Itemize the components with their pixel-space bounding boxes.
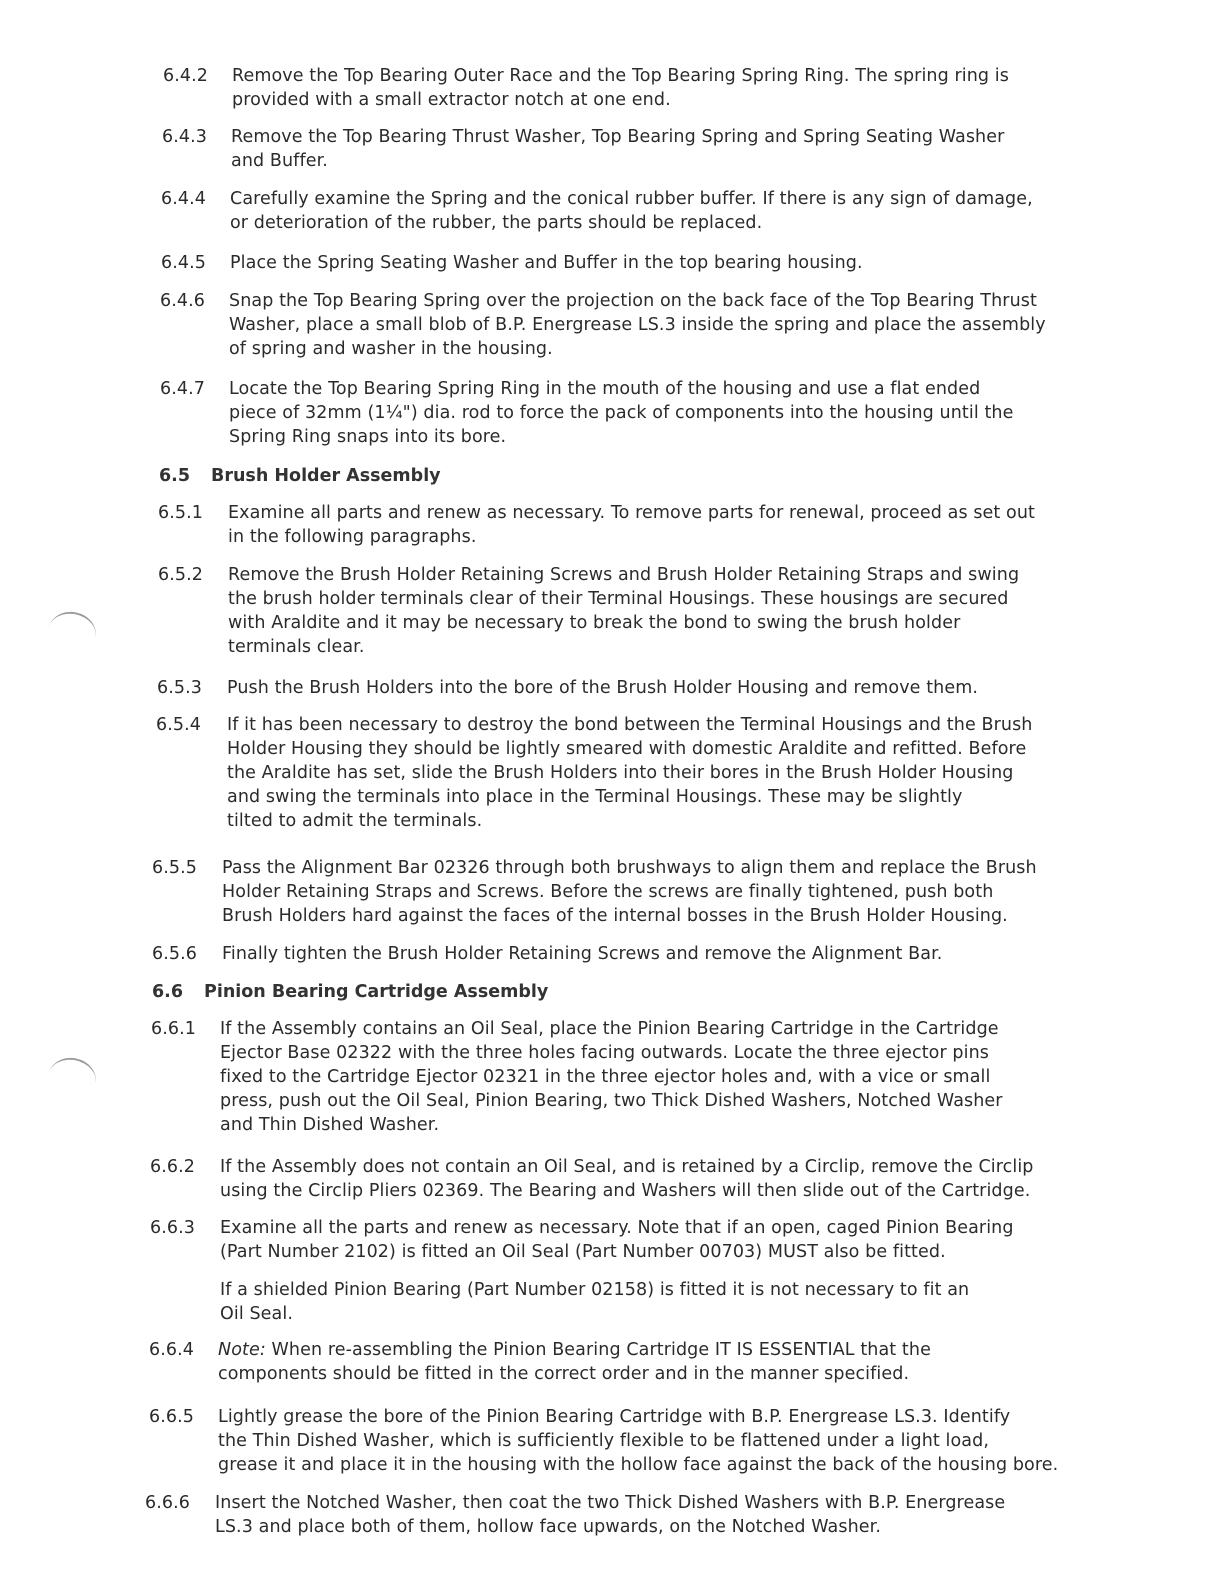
paragraph-number: 6.4.6 [160,291,206,311]
paragraph-text: Remove the Top Bearing Outer Race and the Top Bearing Spring Ring. The spring ring is provided with a small extractor notch at one end. [232,66,1009,110]
note-label: Note: [218,1340,266,1360]
paragraph-text: Carefully examine the Spring and the conical rubber buffer. If there is any sign of damage, or deterioration of the rubber, the parts should be replaced. [230,189,1033,233]
note-text: When re-assembling the Pinion Bearing Cartridge IT IS ESSENTIAL that the components should be fitted in the correct order and in the manner specified. [218,1340,931,1384]
paragraph-number: 6.5.2 [158,565,204,585]
paragraph-text: Finally tighten the Brush Holder Retaining Screws and remove the Alignment Bar. [222,944,943,964]
paragraph-text: If the Assembly contains an Oil Seal, place the Pinion Bearing Cartridge in the Cartridge Ejector Base 02322 with the three holes facing outwards. Locate the three ejector pins fixed to the Cartridge Ejector 02321 in the three ejector holes and, with a vice or small press, push out the Oil Seal, Pinion Bearing, two Thick Dished Washers, Notched Washer and Thin Dished Washer. [220,1019,1003,1135]
heading-title: Pinion Bearing Cartridge Assembly [204,982,549,1002]
section-heading-brush-holder [159,464,441,488]
paragraph-text: Pass the Alignment Bar 02326 through both brushways to align them and replace the Brush Holder Retaining Straps and Screws. Before the screws are finally tightened, push both Brush Holders hard against the faces of the internal bosses in the Brush Holder Housing. [222,858,1037,926]
paragraph-number: 6.5.6 [152,944,198,964]
punch-hole-mark [44,1053,100,1104]
paragraph-text: Lightly grease the bore of the Pinion Bearing Cartridge with B.P. Energrease LS.3. Identify the Thin Dished Washer, which is sufficiently flexible to be flattened under a light load, grease it and place it in the housing with the hollow face against the back of the housing bore. [218,1407,1059,1475]
paragraph-text: Locate the Top Bearing Spring Ring in the mouth of the housing and use a flat ended piece of 32mm (1¼") dia. rod to force the pack of components into the housing until the Spring Ring snaps into its bore. [229,379,1014,447]
paragraph-text: Remove the Top Bearing Thrust Washer, Top Bearing Spring and Spring Seating Washer and Buffer. [231,127,1005,171]
paragraph-number: 6.6.4 [149,1340,195,1360]
heading-title: Brush Holder Assembly [211,466,441,486]
paragraph-text: Insert the Notched Washer, then coat the two Thick Dished Washers with B.P. Energrease LS.3 and place both of them, hollow face upwards, on the Notched Washer. [215,1493,1006,1537]
paragraph-text: Examine all parts and renew as necessary. To remove parts for renewal, proceed as set out in the following paragraphs. [228,503,1036,547]
paragraph-text: Snap the Top Bearing Spring over the projection on the back face of the Top Bearing Thrust Washer, place a small blob of B.P. Energrease LS.3 inside the spring and place the assembly of spring and washer in the housing. [229,291,1046,359]
paragraph-text: If the Assembly does not contain an Oil Seal, and is retained by a Circlip, remove the Circlip using the Circlip Pliers 02369. The Bearing and Washers will then slide out of the Cartridge. [220,1157,1034,1201]
punch-hole-mark [44,607,100,658]
paragraph-number: 6.6.1 [151,1019,197,1039]
paragraph-number: 6.5.5 [152,858,198,878]
paragraph-number: 6.5.1 [158,503,204,523]
heading-number: 6.5 [159,466,191,486]
paragraph-number: 6.4.5 [161,253,207,273]
paragraph-text: If it has been necessary to destroy the bond between the Terminal Housings and the Brush Holder Housing they should be lightly smeared with domestic Araldite and refitted. Before the Araldite has set, slide the Brush Holders into their bores in the Brush Holder Housing and swing the terminals into place in the Terminal Housings. These may be slightly tilted to admit the terminals. [227,715,1033,831]
paragraph-number: 6.5.3 [157,678,203,698]
paragraph-number: 6.4.7 [160,379,206,399]
paragraph-number: 6.5.4 [156,715,202,735]
paragraph-text: Push the Brush Holders into the bore of the Brush Holder Housing and remove them. [227,678,979,698]
paragraph-text: Examine all the parts and renew as necessary. Note that if an open, caged Pinion Bearing (Part Number 2102) is fitted an Oil Seal (Part Number 00703) MUST also be fitted. [220,1218,1014,1262]
paragraph-text: Remove the Brush Holder Retaining Screws and Brush Holder Retaining Straps and swing the brush holder terminals clear of their Terminal Housings. These housings are secured with Araldite and it may be necessary to break the bond to swing the brush holder terminals clear. [228,565,1020,657]
paragraph-number: 6.4.3 [162,127,208,147]
paragraph-text [218,1338,931,1386]
section-heading-pinion-bearing [152,980,548,1004]
paragraph-text: If a shielded Pinion Bearing (Part Number 02158) is fitted it is not necessary to fit an Oil Seal. [220,1280,970,1324]
heading-number: 6.6 [152,982,184,1002]
paragraph-number: 6.6.6 [145,1493,191,1513]
paragraph-number: 6.4.2 [163,66,209,86]
paragraph-number: 6.6.5 [149,1407,195,1427]
paragraph-number: 6.4.4 [161,189,207,209]
paragraph-text: Place the Spring Seating Washer and Buffer in the top bearing housing. [230,253,863,273]
paragraph-number: 6.6.2 [150,1157,196,1177]
paragraph-number: 6.6.3 [150,1218,196,1238]
